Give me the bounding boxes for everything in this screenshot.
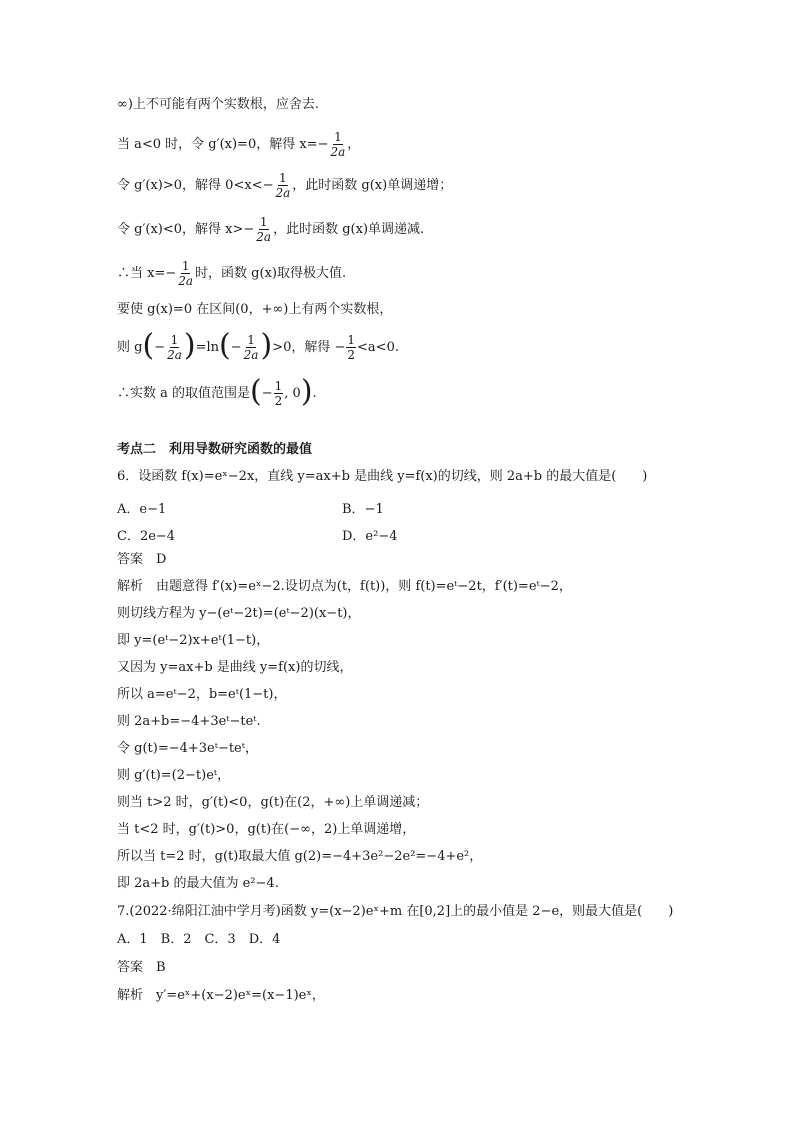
right-paren: ) [183,328,196,363]
denominator: 2a [178,274,194,288]
fraction [243,334,260,361]
text-segment: 则 g [117,340,143,355]
text-segment: , 0 [284,386,301,401]
text-segment: ，此时函数 g(x)单调递减. [273,222,425,237]
text-segment: 时，函数 g(x)取得极大值. [195,266,347,281]
numerator: 1 [247,333,255,347]
text-segment: 当 a<0 时，令 g′(x)=0，解得 x=− [117,137,329,152]
text-segment: >0，解得 − [272,340,346,355]
option-c: C．2e−4 [117,529,176,544]
fraction [255,216,272,243]
text-line-with-fraction [117,260,346,287]
denominator: 2 [274,394,283,408]
answer-label: 答案 B [117,960,166,975]
solution-line: 则当 t>2 时，g′(t)<0，g(t)在(2，+∞)上单调递减； [117,795,429,810]
text-line-with-fraction [117,131,360,158]
text-segment: =ln [195,340,220,355]
text-segment: ， [347,137,361,152]
option-b: B．−1 [342,502,384,517]
solution-line: 又因为 y=ax+b 是曲线 y=f(x)的切线， [117,660,353,675]
denominator: 2a [243,348,259,362]
numerator: 1 [170,333,179,347]
answer-label: 答案 D [117,552,167,567]
solution-line: 令 g(t)=−4+3eᵗ−teᵗ， [117,741,258,756]
text-line-with-fraction: ∴实数 a 的取值范围是(− $\frac{1}{2}$ , 0). [117,374,317,409]
solution-line: 即 2a+b 的最大值为 e²−4. [117,876,279,891]
numerator: 1 [347,333,356,347]
denominator: 2a [256,230,272,244]
text-segment: 令 g′(x)>0，解得 0<x<− [117,178,274,193]
numerator: 1 [334,130,342,144]
solution-line: 即 y=(eᵗ−2)x+eᵗ(1−t)， [117,633,270,648]
solution-line: 当 t<2 时，g′(t)>0，g(t)在(−∞，2)上单调递增， [117,822,416,837]
solution-line: 则切线方程为 y−(eᵗ−2t)=(eᵗ−2)(x−t)， [117,606,361,621]
denominator: 2a [330,145,346,159]
solution-line: 所以当 t=2 时，g(t)取最大值 g(2)=−4+3e²−2e²=−4+e²， [117,849,483,864]
fraction [329,131,346,158]
question-7: 7.(2022·绵阳江油中学月考)函数 y=(x−2)eˣ+m 在[0,2]上的最小值是 2−e，则最大值是( ) [117,904,674,919]
text-segment: ∴实数 a 的取值范围是 [117,386,251,401]
solution-line: 则 2a+b=−4+3eᵗ−teᵗ. [117,714,261,729]
question-6: 6．设函数 f(x)=eˣ−2x，直线 y=ax+b 是曲线 y=f(x)的切线，则 2a+b 的最大值是( ) [117,469,648,484]
fraction [177,260,194,287]
text-segment: <a<0. [357,340,399,355]
fraction [274,172,291,199]
denominator: 2 [347,348,356,362]
left-paren: ( [219,328,231,363]
left-paren: ( [142,328,155,363]
text-segment: ，此时函数 g(x)单调递增； [292,178,453,193]
denominator: 2a [167,348,182,362]
fraction [166,334,183,361]
fraction [274,380,284,407]
option-d: D．e²−4 [342,529,398,544]
solution-line: 解析 y′=eˣ+(x−2)eˣ=(x−1)eˣ， [117,988,325,1003]
solution-line: 解析 由题意得 f′(x)=eˣ−2.设切点为(t，f(t))，则 f(t)=eᵗ−2t，f′(t)=eᵗ−2， [117,579,572,594]
text-segment: . [312,386,317,401]
right-paren: ) [260,328,273,363]
text-segment: ∴当 x=− [117,266,177,281]
text-segment: 令 g′(x)<0，解得 x>− [117,222,255,237]
text-line-with-fraction [117,216,424,243]
text-line: ∞)上不可能有两个实数根，应舍去. [117,97,320,112]
right-paren: ) [300,374,313,409]
text-line: 要使 g(x)=0 在区间(0，+∞)上有两个实数根， [117,302,393,317]
numerator: 1 [274,379,283,393]
text-line-with-fraction: 则 g(− $\frac{1}{2a}$ )=ln(− $\frac{1}{2a}$ )>0，解得 − $\frac{1}{2}$ <a<0. [117,328,399,363]
option-a: A．e−1 [117,502,167,517]
fraction [346,334,356,361]
left-paren: ( [250,374,262,409]
section-heading: 考点二 利用导数研究函数的最值 [117,442,313,457]
text-line-with-fraction [117,172,452,199]
numerator: 1 [279,171,287,185]
denominator: 2a [275,186,291,200]
numerator: 1 [181,259,190,273]
numerator: 1 [259,215,268,229]
solution-line: 则 g′(t)=(2−t)eᵗ， [117,768,231,783]
solution-line: 所以 a=eᵗ−2，b=eᵗ(1−t)， [117,687,287,702]
question-7-options: A．1 B．2 C．3 D．4 [117,932,281,947]
